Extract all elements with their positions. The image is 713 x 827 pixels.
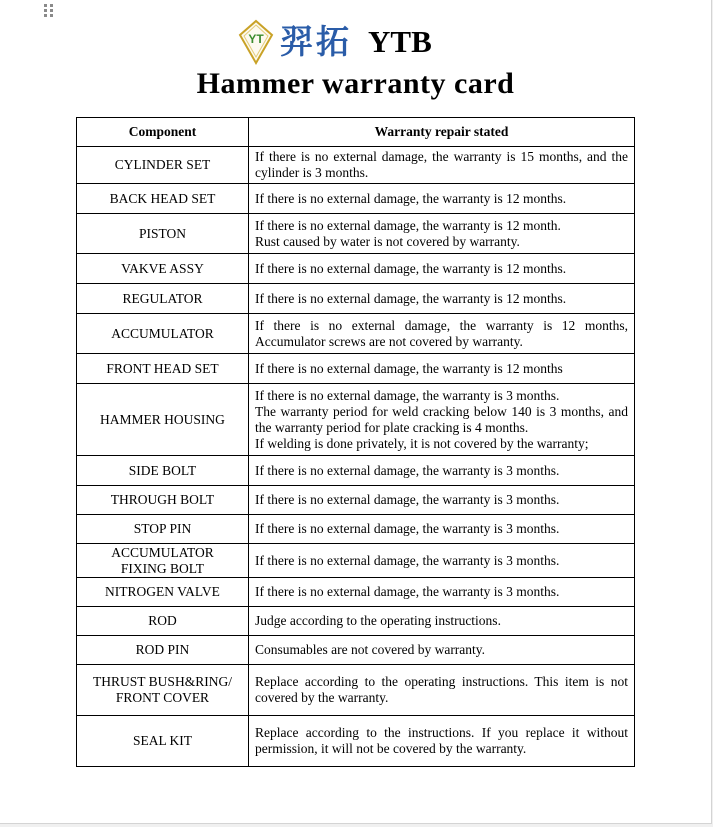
component-cell: [77, 486, 249, 515]
component-name-line: ACCUMULATOR: [111, 544, 214, 560]
table-row: [77, 456, 635, 486]
component-cell: [77, 184, 249, 214]
table-row: [77, 544, 635, 578]
table-row: [77, 147, 635, 184]
warranty-statement-line: Rust caused by water is not covered by warranty.: [255, 233, 520, 249]
page-title: Hammer warranty card: [196, 67, 515, 100]
warranty-statement-line: If there is no external damage, the warranty is 3 months.: [255, 387, 560, 403]
table-row: [77, 515, 635, 544]
warranty-statement-cell: [249, 284, 635, 314]
logo-mark: YT: [248, 32, 264, 46]
component-cell: [77, 354, 249, 384]
table-row: [77, 665, 635, 716]
component-cell: [77, 578, 249, 607]
component-cell: [77, 314, 249, 354]
table-row: [77, 354, 635, 384]
warranty-statement-cell: [249, 636, 635, 665]
component-name-line: FRONT HEAD SET: [106, 360, 219, 376]
warranty-statement-cell: [249, 147, 635, 184]
warranty-statement-cell: [249, 607, 635, 636]
warranty-statement-cell: [249, 515, 635, 544]
brand-header: [238, 18, 432, 66]
component-cell: [77, 665, 249, 716]
warranty-table: [76, 117, 635, 767]
table-row: [77, 636, 635, 665]
table-row: [77, 184, 635, 214]
warranty-statement-line: If welding is done privately, it is not covered by the warranty;: [255, 435, 589, 451]
component-cell: [77, 544, 249, 578]
warranty-statement-line: Judge according to the operating instructions.: [255, 613, 501, 628]
component-cell: [77, 384, 249, 456]
warranty-statement-line: If there is no external damage, the warranty is 3 months.: [255, 521, 560, 536]
warranty-statement-cell: [249, 486, 635, 515]
warranty-statement-line: If there is no external damage, the warranty is 12 month.: [255, 217, 561, 233]
brand-english-name: YTB: [368, 24, 432, 59]
warranty-statement-line: Replace according to the instructions. If you replace it without permission, it will not be covered by the warranty.: [255, 725, 628, 756]
table-row: [77, 607, 635, 636]
component-name-line: NITROGEN VALVE: [105, 584, 220, 599]
warranty-statement-cell: [249, 716, 635, 767]
warranty-statement-line: If there is no external damage, the warranty is 15 months, and the cylinder is 3 months.: [255, 149, 628, 180]
component-cell: [77, 284, 249, 314]
warranty-statement-cell: [249, 665, 635, 716]
component-name-line: FIXING BOLT: [120, 560, 205, 576]
component-name-line: HAMMER HOUSING: [100, 411, 225, 427]
component-name-line: PISTON: [138, 225, 186, 241]
component-name-line: VAKVE ASSY: [121, 260, 204, 276]
component-cell: [77, 254, 249, 284]
warranty-statement-line: Replace according to the operating instructions. This item is not covered by the warranty.: [255, 674, 628, 705]
table-row: [77, 716, 635, 767]
warranty-statement-cell: [249, 578, 635, 607]
warranty-statement-line: If there is no external damage, the warranty is 12 months.: [255, 290, 567, 306]
warranty-statement-line: The warranty period for weld cracking below 140 is 3 months, and the warranty period for plate cracking is 4 months.: [255, 403, 628, 435]
warranty-statement-cell: [249, 384, 635, 456]
component-name-line: BACK HEAD SET: [109, 190, 216, 206]
table-row: [77, 254, 635, 284]
table-row: [77, 486, 635, 515]
component-cell: [77, 607, 249, 636]
component-name-line: THROUGH BOLT: [110, 492, 215, 507]
component-cell: [77, 716, 249, 767]
brand-chinese-name: 羿拓: [280, 22, 352, 61]
warranty-statement-cell: [249, 544, 635, 578]
warranty-statement-cell: [249, 354, 635, 384]
component-name-line: THRUST BUSH&RING/: [93, 674, 232, 689]
warranty-statement-cell: [249, 314, 635, 354]
warranty-statement-line: If there is no external damage, the warranty is 12 months, Accumulator screws are not covered by warranty.: [255, 317, 628, 349]
table-row: [77, 578, 635, 607]
warranty-statement-line: If there is no external damage, the warranty is 3 months.: [255, 584, 560, 599]
warranty-statement-line: If there is no external damage, the warranty is 12 months.: [255, 190, 567, 206]
table-row: [77, 384, 635, 456]
table-header-row: [77, 118, 635, 147]
warranty-statement-line: If there is no external damage, the warranty is 3 months.: [255, 552, 560, 568]
warranty-statement-line: If there is no external damage, the warranty is 3 months.: [255, 492, 560, 507]
column-header-component: Component: [77, 118, 249, 147]
grip-dots-icon[interactable]: [44, 4, 54, 20]
ytb-diamond-logo-icon: [238, 19, 274, 65]
table-row: [77, 284, 635, 314]
warranty-statement-cell: [249, 254, 635, 284]
component-name-line: SIDE BOLT: [128, 462, 197, 478]
component-cell: [77, 147, 249, 184]
component-cell: [77, 214, 249, 254]
component-name-line: CYLINDER SET: [114, 157, 211, 172]
component-name-line: ACCUMULATOR: [111, 325, 214, 341]
component-name-line: ROD: [148, 613, 177, 628]
warranty-statement-cell: [249, 214, 635, 254]
component-cell: [77, 636, 249, 665]
component-name-line: STOP PIN: [133, 521, 192, 536]
warranty-statement-line: If there is no external damage, the warranty is 3 months.: [255, 462, 560, 478]
warranty-statement-line: If there is no external damage, the warranty is 12 months: [255, 360, 563, 376]
component-cell: [77, 456, 249, 486]
component-name-line: SEAL KIT: [132, 733, 193, 748]
warranty-statement-cell: [249, 184, 635, 214]
table-row: [77, 314, 635, 354]
component-name-line: REGULATOR: [122, 290, 203, 306]
component-cell: [77, 515, 249, 544]
table-row: [77, 214, 635, 254]
component-name-line: ROD PIN: [135, 642, 190, 657]
warranty-statement-line: If there is no external damage, the warranty is 12 months.: [255, 260, 567, 276]
column-header-warranty: Warranty repair stated: [249, 118, 635, 147]
warranty-statement-cell: [249, 456, 635, 486]
warranty-statement-line: Consumables are not covered by warranty.: [255, 642, 486, 657]
warranty-table-body: [77, 147, 635, 767]
component-name-line: FRONT COVER: [115, 690, 210, 705]
